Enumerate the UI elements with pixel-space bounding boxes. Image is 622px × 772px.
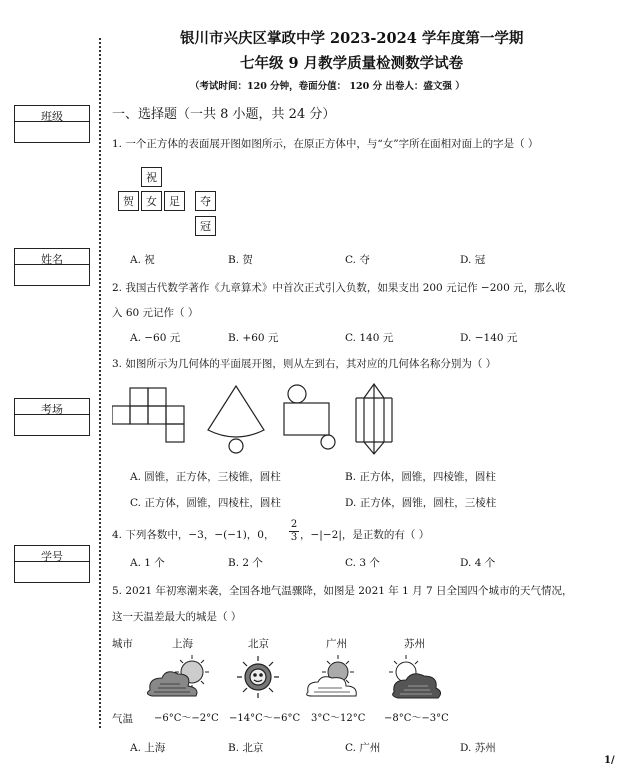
q3-stem: 3. 如图所示为几何体的平面展开图，则从左到右，其对应的几何体名称分别为（ ） bbox=[112, 358, 497, 370]
q1-stem: 1. 一个正方体的表面展开图如图所示，在原正方体中，与“女”字所在面相对面上的字是（ ） bbox=[112, 138, 539, 150]
cone-net-shape bbox=[208, 386, 264, 453]
net-cell-3: 足 bbox=[164, 191, 185, 211]
cloud-sun-icon bbox=[300, 652, 370, 702]
page-number: 1/ bbox=[604, 755, 615, 766]
cloud-sun-icon bbox=[140, 652, 225, 702]
cloud-sun-icon bbox=[380, 652, 450, 702]
q5-option-d[interactable]: D. 苏州 bbox=[460, 742, 496, 754]
net-cell-bottom: 冠 bbox=[195, 216, 216, 236]
city-name-guangzhou: 广州 bbox=[326, 638, 347, 650]
net-cell-1: 贺 bbox=[118, 191, 139, 211]
q4-fraction-numerator: 2 bbox=[290, 519, 298, 530]
binding-dotted-line bbox=[99, 38, 101, 728]
school-title: 银川市兴庆区掌政中学 2023-2024 学年度第一学期 bbox=[180, 30, 524, 47]
q1-option-c[interactable]: C. 夺 bbox=[345, 254, 370, 266]
cylinder-net-shape bbox=[284, 385, 335, 449]
cube-net-shape bbox=[112, 388, 184, 442]
exam-info: （考试时间：120 分钟，卷面分值： 120 分 出卷人：盛文强 ） bbox=[190, 81, 465, 92]
exam-room-label: 考场 bbox=[41, 403, 63, 416]
student-id-label: 学号 bbox=[41, 550, 63, 563]
q4-option-d[interactable]: D. 4 个 bbox=[460, 557, 496, 569]
class-field[interactable] bbox=[14, 105, 90, 143]
net-cell-top: 祝 bbox=[141, 167, 162, 187]
q1-option-b[interactable]: B. 贺 bbox=[228, 254, 253, 266]
q3-option-d[interactable]: D. 正方体，圆锥，圆柱，三棱柱 bbox=[345, 497, 497, 509]
q5-city-label: 城市 bbox=[112, 638, 133, 650]
q5-option-a[interactable]: A. 上海 bbox=[130, 742, 166, 754]
prism-net-shape bbox=[356, 384, 392, 454]
q2-option-d[interactable]: D. −140 元 bbox=[460, 332, 518, 344]
q4-option-b[interactable]: B. 2 个 bbox=[228, 557, 263, 569]
section-title: 一、选择题（一共 8 小题，共 24 分） bbox=[112, 107, 336, 122]
class-label: 班级 bbox=[41, 110, 63, 123]
q5-stem-line2: 这一天温差最大的城是（ ） bbox=[112, 611, 242, 623]
temp-shanghai: −6°C～−2°C bbox=[154, 713, 219, 724]
q3-option-b[interactable]: B. 正方体，圆锥，四棱锥，圆柱 bbox=[345, 471, 496, 483]
q3-option-a[interactable]: A. 圆锥，正方体，三棱锥，圆柱 bbox=[130, 471, 281, 483]
name-field[interactable] bbox=[14, 248, 90, 286]
net-cell-4: 夺 bbox=[195, 191, 216, 211]
q5-stem-line1: 5. 2021 年初寒潮来袭，全国各地气温骤降，如图是 2021 年 1 月 7 日全国四个城市的天气情况， bbox=[112, 585, 573, 597]
q4-option-c[interactable]: C. 3 个 bbox=[345, 557, 380, 569]
name-label: 姓名 bbox=[41, 253, 63, 266]
q4-fraction bbox=[289, 519, 299, 544]
temp-beijing: −14°C～−6°C bbox=[229, 713, 301, 724]
temp-suzhou: −8°C～−3°C bbox=[384, 713, 449, 724]
q4-stem-suffix: ，−|−2|，是正数的有（ ） bbox=[300, 529, 430, 541]
q2-stem-line1: 2. 我国古代数学著作《九章算术》中首次正式引入负数，如果支出 200 元记作 −200 元，那么收 bbox=[112, 282, 566, 294]
q1-option-d[interactable]: D. 冠 bbox=[460, 254, 486, 266]
sun-face-icon bbox=[228, 652, 288, 702]
q5-option-c[interactable]: C. 广州 bbox=[345, 742, 381, 754]
city-name-beijing: 北京 bbox=[248, 638, 269, 650]
q4-stem-prefix: 4. 下列各数中，−3，−(−1)，0， bbox=[112, 529, 275, 541]
q2-stem-line2: 入 60 元记作（ ） bbox=[112, 307, 199, 319]
q5-temp-label: 气温 bbox=[112, 713, 133, 725]
q3-option-c[interactable]: C. 正方体，圆锥，四棱柱，圆柱 bbox=[130, 497, 281, 509]
city-name-suzhou: 苏州 bbox=[404, 638, 425, 650]
q4-fraction-denominator: 3 bbox=[290, 532, 298, 543]
q3-nets-figure bbox=[112, 380, 402, 455]
city-name-shanghai: 上海 bbox=[172, 638, 193, 650]
q2-option-c[interactable]: C. 140 元 bbox=[345, 332, 394, 344]
q5-option-b[interactable]: B. 北京 bbox=[228, 742, 264, 754]
exam-room-field[interactable] bbox=[14, 398, 90, 436]
net-cell-2: 女 bbox=[141, 191, 162, 211]
temp-guangzhou: 3°C～12°C bbox=[311, 713, 366, 724]
exam-title: 七年级 9 月教学质量检测数学试卷 bbox=[240, 55, 464, 72]
q2-option-a[interactable]: A. −60 元 bbox=[130, 332, 181, 344]
student-id-field[interactable] bbox=[14, 545, 90, 583]
q1-option-a[interactable]: A. 祝 bbox=[130, 254, 155, 266]
q2-option-b[interactable]: B. +60 元 bbox=[228, 332, 279, 344]
q4-option-a[interactable]: A. 1 个 bbox=[130, 557, 165, 569]
